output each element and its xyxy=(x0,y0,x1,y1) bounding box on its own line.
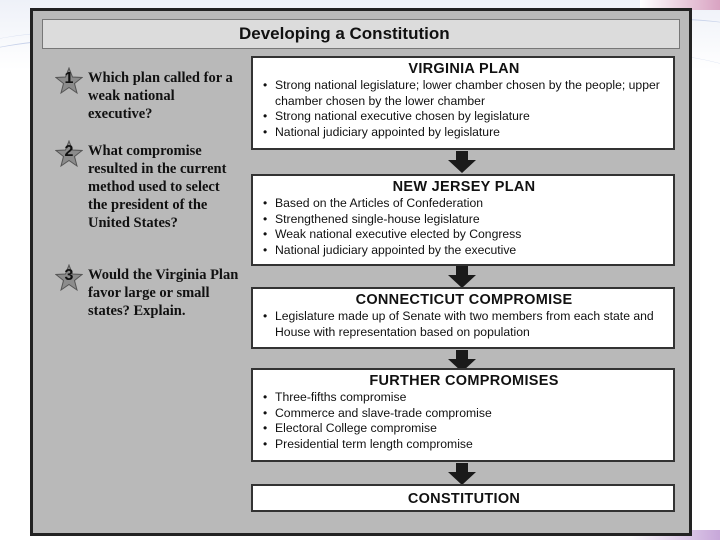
plan-title: FURTHER COMPROMISES xyxy=(369,373,559,389)
plan-title: NEW JERSEY PLAN xyxy=(392,179,536,195)
plan-item: • Presidential term length compromise xyxy=(263,437,665,453)
figure-title: Developing a Constitution xyxy=(42,19,680,49)
plan-item: • Strong national legislature; lower chamber chosen by the people; upper chamber chosen by the lower chamber xyxy=(263,78,665,109)
plan-item: • National judiciary appointed by legislature xyxy=(263,125,665,141)
question-3 xyxy=(55,266,240,320)
question-1 xyxy=(55,69,240,123)
question-text: Would the Virginia Plan favor large or small states? Explain. xyxy=(88,267,239,319)
plan-item: • Strong national executive chosen by legislature xyxy=(263,109,665,125)
plan-item: • Based on the Articles of Confederation xyxy=(263,196,665,212)
down-arrow-icon xyxy=(447,463,477,485)
constitution-flowchart xyxy=(30,8,692,536)
question-number-badge: 3 xyxy=(55,264,83,292)
plan-item: • Weak national executive elected by Congress xyxy=(263,227,665,243)
plan-item: • Electoral College compromise xyxy=(263,421,665,437)
plan-title: VIRGINIA PLAN xyxy=(408,61,520,77)
down-arrow-icon xyxy=(447,266,477,288)
plan-item: • Strengthened single-house legislature xyxy=(263,212,665,228)
plan-item: • Commerce and slave-trade compromise xyxy=(263,406,665,422)
plan-box-virginia xyxy=(251,56,675,150)
question-text: What compromise resulted in the current method used to select the president of the United States? xyxy=(88,143,227,231)
plan-box-new-jersey xyxy=(251,174,675,266)
plan-box-connecticut xyxy=(251,287,675,349)
down-arrow-icon xyxy=(447,151,477,173)
question-number-badge: 2 xyxy=(55,140,83,168)
question-2 xyxy=(55,142,240,232)
question-text: Which plan called for a weak national executive? xyxy=(88,70,233,122)
plan-box-further-compromises xyxy=(251,368,675,462)
plan-item: • Three-fifths compromise xyxy=(263,390,665,406)
plan-item: • Legislature made up of Senate with two members from each state and House with representation based on population xyxy=(263,309,665,340)
plan-title: CONSTITUTION xyxy=(407,491,521,507)
plan-box-constitution xyxy=(251,484,675,512)
plan-item: • National judiciary appointed by the executive xyxy=(263,243,665,259)
question-number-badge: 1 xyxy=(55,67,83,95)
plan-title: CONNECTICUT COMPROMISE xyxy=(355,292,573,308)
